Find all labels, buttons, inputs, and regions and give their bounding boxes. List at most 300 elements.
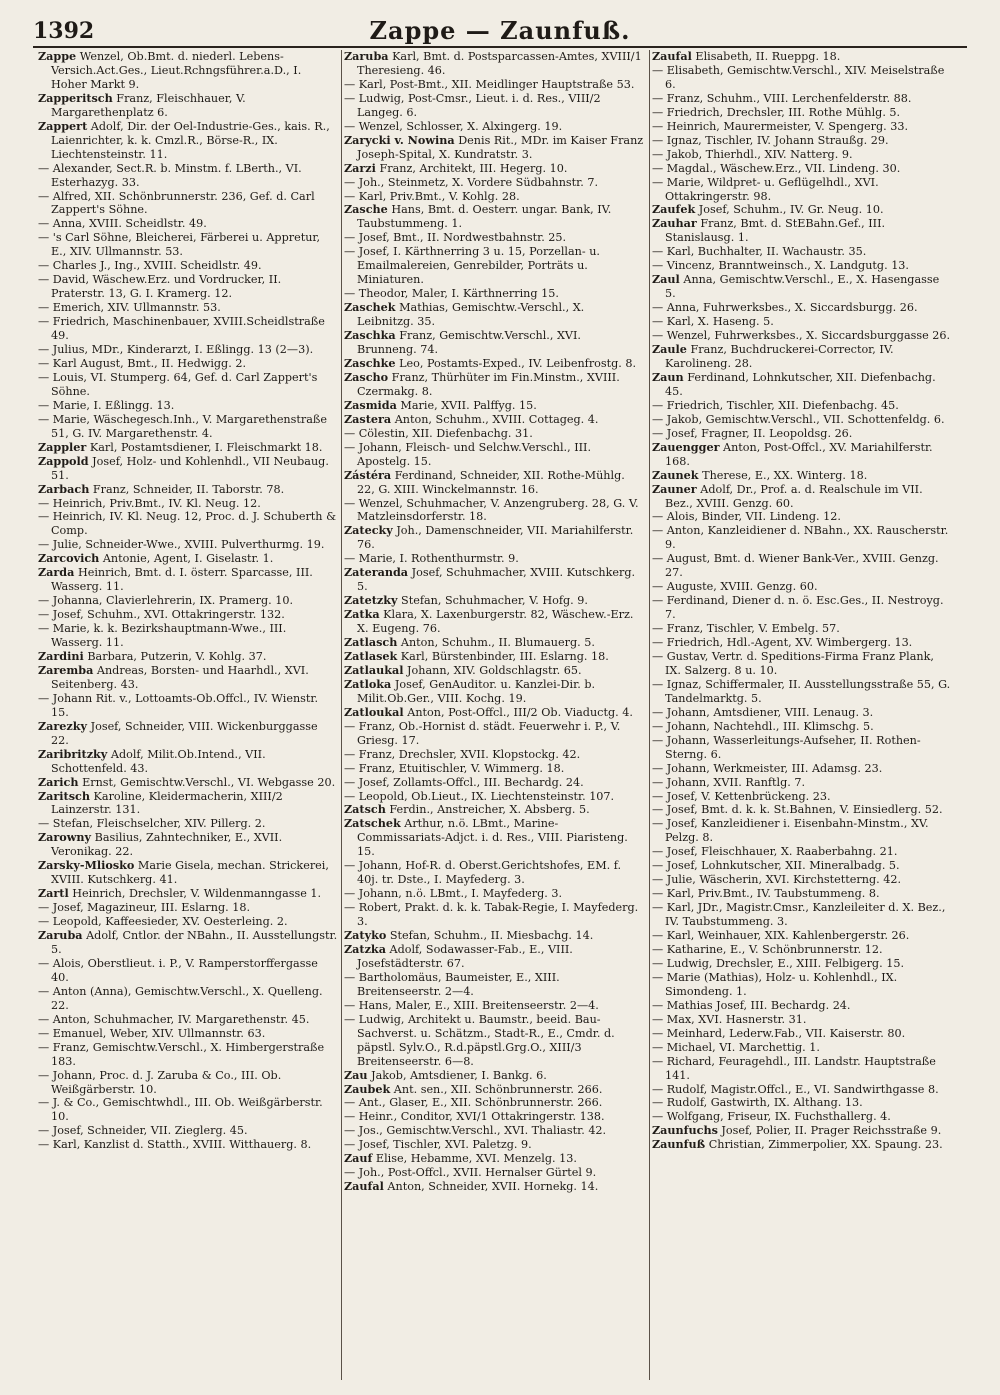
- entry-text: — Josef, Bmt., II. Nordwestbahnstr. 25.: [344, 231, 567, 245]
- entry-surname: Zatecky: [344, 523, 393, 538]
- directory-entry: [38, 622, 338, 650]
- entry-text: — Anton, Schuhmacher, IV. Margarethenstr. 45.: [38, 1012, 310, 1026]
- entry-surname: Zarbach: [38, 481, 90, 496]
- directory-entry: [38, 817, 338, 831]
- entry-text: Josef, Schneider, VIII. Wickenburggasse 22.: [51, 719, 318, 747]
- directory-entry: [38, 887, 338, 901]
- entry-text: — Max, XVI. Hasnerstr. 31.: [652, 1012, 807, 1026]
- directory-entry: [344, 162, 644, 176]
- directory-entry: [652, 929, 952, 943]
- entry-surname: Zaunfuß: [652, 1137, 706, 1152]
- page-header: [33, 14, 967, 48]
- directory-entry: [38, 831, 338, 859]
- entry-text: — Franz, Tischler, V. Embelg. 57.: [652, 622, 840, 636]
- directory-entry: [652, 510, 952, 524]
- entry-text: — Louis, VI. Stumperg. 64, Gef. d. Carl Zappert's Söhne.: [38, 370, 318, 398]
- entry-text: — Karl, Priv.Bmt., V. Kohlg. 28.: [344, 189, 520, 203]
- entry-text: — Julie, Schneider-Wwe., XVIII. Pulverthurmg. 19.: [38, 538, 325, 552]
- entry-text: — Stefan, Fleischselcher, XIV. Pillerg. 2.: [38, 817, 266, 831]
- directory-entry: [652, 552, 952, 580]
- entry-surname: Zaunfuchs: [652, 1123, 718, 1138]
- entry-surname: Zauhar: [652, 216, 697, 231]
- directory-entry: [652, 999, 952, 1013]
- directory-entry: [652, 399, 952, 413]
- entry-text: — Gustav, Vertr. d. Speditions-Firma Franz Plank, IX. Salzerg. 8 u. 10.: [652, 649, 934, 677]
- entry-text: — 's Carl Söhne, Bleicherei, Färberei u. Appretur, E., XIV. Ullmannstr. 53.: [38, 231, 321, 259]
- entry-text: — Vincenz, Branntweinsch., X. Landgutg. 13.: [652, 259, 909, 273]
- entry-surname: Zaubek: [344, 1081, 391, 1096]
- directory-entry: [38, 901, 338, 915]
- entry-text: — Josef, Schneider, VII. Zieglerg. 45.: [38, 1124, 248, 1138]
- entry-text: Jakob, Amtsdiener, I. Bankg. 6.: [367, 1068, 547, 1082]
- directory-entry: [652, 176, 952, 204]
- directory-entry: [652, 120, 952, 134]
- entry-text: Johann, XIV. Goldschlagstr. 65.: [403, 663, 582, 677]
- entry-text: — Alois, Oberstlieut. i. P., V. Ramperstorffergasse 40.: [38, 956, 318, 984]
- entry-surname: Zaremba: [38, 662, 94, 677]
- directory-entry: [652, 873, 952, 887]
- directory-entry: [38, 1013, 338, 1027]
- entry-text: — Jakob, Gemischtw.Verschl., VII. Schottenfeldg. 6.: [652, 412, 945, 426]
- entry-text: — Mathias Josef, III. Bechardg. 24.: [652, 998, 851, 1012]
- directory-entry: [344, 817, 644, 859]
- directory-entry: [38, 1027, 338, 1041]
- entry-surname: Zapperitsch: [38, 90, 113, 105]
- entry-surname: Zaschek: [344, 300, 396, 315]
- directory-entry: [38, 315, 338, 343]
- column-1: [38, 50, 338, 1388]
- directory-entry: [652, 483, 952, 511]
- directory-entry: [38, 552, 338, 566]
- directory-entry: [344, 706, 644, 720]
- directory-entry: [344, 650, 644, 664]
- directory-entry: [652, 720, 952, 734]
- directory-entry: [344, 762, 644, 776]
- running-head: Zappe — Zaunfuß.: [369, 16, 631, 45]
- directory-entry: [652, 217, 952, 245]
- directory-entry: [652, 371, 952, 399]
- entry-text: — Josef, Tischler, XVI. Paletzg. 9.: [344, 1138, 532, 1152]
- entry-text: — Emanuel, Weber, XIV. Ullmannstr. 63.: [38, 1026, 266, 1040]
- directory-entry: [38, 915, 338, 929]
- entry-surname: Zauf: [344, 1151, 373, 1166]
- entry-text: — Josef, Bmt. d. k. k. St.Bahnen, V. Einsiedlerg. 52.: [652, 803, 943, 817]
- page-number: 1392: [33, 18, 95, 44]
- entry-text: Anton, Schuhm., II. Blumauerg. 5.: [397, 636, 595, 650]
- directory-entry: [652, 203, 952, 217]
- entry-text: Barbara, Putzerin, V. Kohlg. 37.: [83, 649, 267, 663]
- directory-entry: [38, 510, 338, 538]
- directory-entry: [652, 315, 952, 329]
- directory-entry: [344, 441, 644, 469]
- directory-entry: [344, 1110, 644, 1124]
- entry-surname: Zaschka: [344, 328, 396, 343]
- entry-text: Ernst, Gemischtw.Verschl., VI. Webgasse 20.: [78, 775, 336, 789]
- entry-surname: Zarsky-Mliosko: [38, 858, 135, 873]
- entry-text: — Alexander, Sect.R. b. Minstm. f. LBerth., VI. Esterhazyg. 33.: [38, 161, 302, 189]
- entry-text: — Joh., Post-Offcl., XVII. Hernalser Gürtel 9.: [344, 1166, 597, 1180]
- entry-text: — Marie, k. k. Bezirkshauptmann-Wwe., III. Wasserg. 11.: [38, 622, 287, 650]
- entry-surname: Zatyko: [344, 928, 387, 943]
- entry-text: — Alfred, XII. Schönbrunnerstr. 236, Gef. d. Carl Zappert's Söhne.: [38, 189, 315, 217]
- entry-text: Josef, GenAuditor. u. Kanzlei-Dir. b. Milit.Ob.Ger., VIII. Kochg. 19.: [357, 677, 596, 705]
- directory-entry: [344, 664, 644, 678]
- entry-text: — Johann, Fleisch- und Selchw.Verschl., III. Apostelg. 15.: [344, 440, 592, 468]
- directory-entry: [344, 943, 644, 971]
- entry-text: Andreas, Borsten- und Haarhdl., XVI. Seitenberg. 43.: [51, 663, 309, 691]
- entry-text: Elisabeth, II. Rueppg. 18.: [691, 50, 841, 63]
- directory-entry: [652, 859, 952, 873]
- directory-entry: [344, 887, 644, 901]
- entry-text: — Ludwig, Post-Cmsr., Lieut. i. d. Res., VIII/2 Langeg. 6.: [344, 91, 601, 119]
- directory-entry: [38, 50, 338, 92]
- entry-surname: Zaul: [652, 272, 680, 287]
- entry-surname: Zappe: [38, 50, 77, 63]
- directory-entry: [344, 608, 644, 636]
- directory-entry: [652, 524, 952, 552]
- entry-text: — Josef, I. Kärthnerring 3 u. 15, Porzellan- u. Emailmalereien, Genrebilder, Porträts u. Miniaturen.: [344, 245, 600, 287]
- directory-entry: [652, 1096, 952, 1110]
- entry-text: — Johann, Amtsdiener, VIII. Lenaug. 3.: [652, 705, 874, 719]
- entry-text: — Katharine, E., V. Schönbrunnerstr. 12.: [652, 943, 883, 956]
- directory-entry: [652, 776, 952, 790]
- entry-text: — Ant., Glaser, E., XII. Schönbrunnerstr. 266.: [344, 1096, 603, 1110]
- directory-entry: [344, 469, 644, 497]
- entry-surname: Zaribritzky: [38, 746, 108, 761]
- entry-surname: Zaun: [652, 369, 684, 384]
- directory-entry: [344, 50, 644, 78]
- entry-text: Ferdinand, Schneider, XII. Rothe-Mühlg. 22, G. XIII. Winckelmannstr. 16.: [357, 468, 625, 496]
- directory-entry: [38, 343, 338, 357]
- entry-text: Josef, Schuhm., IV. Gr. Neug. 10.: [695, 203, 884, 217]
- entry-surname: Zatschek: [344, 816, 401, 831]
- directory-entry: [38, 1096, 338, 1124]
- entry-text: Adolf, Cntlor. der NBahn., II. Ausstellungstr. 5.: [51, 929, 338, 956]
- entry-text: — Jakob, Thierhdl., XIV. Natterg. 9.: [652, 147, 853, 161]
- entry-surname: Zaruba: [38, 928, 83, 943]
- entry-text: — Hans, Maler, E., XIII. Breitenseerstr. 2—4.: [344, 998, 599, 1012]
- entry-text: Adolf, Dr., Prof. a. d. Realschule im VII. Bez., XVIII. Genzg. 60.: [665, 482, 923, 510]
- entry-text: — Johann Rit. v., Lottoamts-Ob.Offcl., IV. Wienstr. 15.: [38, 691, 319, 719]
- entry-text: — Friedrich, Drechsler, III. Rothe Mühlg. 5.: [652, 105, 901, 119]
- entry-surname: Zartl: [38, 886, 69, 901]
- directory-entry: [652, 1083, 952, 1097]
- entry-text: Leo, Postamts-Exped., IV. Leibenfrostg. 8.: [395, 356, 637, 370]
- entry-text: — Karl, Buchhalter, II. Wachaustr. 35.: [652, 245, 867, 259]
- directory-entry: [344, 803, 644, 817]
- directory-entry: [652, 790, 952, 804]
- directory-entry: [344, 790, 644, 804]
- directory-entry: [652, 64, 952, 92]
- entry-surname: Zauner: [652, 481, 697, 496]
- entry-text: Hans, Bmt. d. Oesterr. ungar. Bank, IV. Taubstummeng. 1.: [357, 203, 612, 231]
- directory-entry: [344, 78, 644, 92]
- entry-text: Franz, Bmt. d. StEBahn.Gef., III. Stanislausg. 1.: [665, 217, 886, 245]
- directory-entry: [38, 608, 338, 622]
- entry-text: Ferdin., Anstreicher, X. Absberg. 5.: [385, 803, 590, 817]
- entry-text: Josef, Schuhmacher, XVIII. Kutschkerg. 5.: [357, 566, 636, 594]
- entry-text: — Rudolf, Gastwirth, IX. Althang. 13.: [652, 1096, 863, 1110]
- entry-text: — Marie, Wildpret- u. Geflügelhdl., XVI. Ottakringerstr. 98.: [652, 175, 879, 203]
- entry-text: Josef, Polier, II. Prager Reichsstraße 9.: [717, 1124, 942, 1138]
- directory-entry: [38, 692, 338, 720]
- entry-surname: Zaule: [652, 342, 687, 357]
- directory-entry: [652, 1013, 952, 1027]
- entry-surname: Zappert: [38, 118, 88, 133]
- entry-text: Basilius, Zahntechniker, E., XVII. Veronikag. 22.: [51, 831, 283, 859]
- entry-text: Therese, E., XX. Winterg. 18.: [698, 468, 868, 482]
- header-rule: [33, 46, 967, 48]
- entry-surname: Zaufal: [344, 1179, 384, 1194]
- entry-text: — Anton, Kanzleidiener d. NBahn., XX. Rauscherstr. 9.: [652, 524, 949, 552]
- entry-text: — Ignaz, Schiffermaler, II. Ausstellungsstraße 55, G. Tandelmarktg. 5.: [652, 677, 951, 705]
- entry-text: — Johann, Wasserleitungs-Aufseher, II. Rothen-Sterng. 6.: [652, 733, 921, 761]
- directory-entry: [344, 120, 644, 134]
- entry-text: — Karl, X. Haseng. 5.: [652, 315, 774, 329]
- directory-entry: [38, 859, 338, 887]
- entry-text: — August, Bmt. d. Wiener Bank-Ver., XVIII. Genzg. 27.: [652, 552, 939, 580]
- entry-text: — Josef, Lohnkutscher, XII. Mineralbadg. 5.: [652, 859, 900, 873]
- entry-text: Franz, Thürhüter im Fin.Minstm., XVIII. Czermakg. 8.: [357, 370, 620, 398]
- entry-text: Mathias, Gemischtw.-Verschl., X. Leibnitzg. 35.: [357, 301, 585, 329]
- directory-entry: [344, 1013, 644, 1069]
- directory-entry: [652, 441, 952, 469]
- entry-text: — Bartholomäus, Baumeister, E., XIII. Breitenseerstr. 2—4.: [344, 970, 560, 998]
- directory-entry: [652, 734, 952, 762]
- entry-surname: Zasche: [344, 202, 388, 217]
- column-divider-1: [341, 50, 342, 1380]
- entry-surname: Zarcovich: [38, 551, 100, 566]
- entry-surname: Zatzka: [344, 942, 386, 956]
- entry-text: — Marie, I. Rothenthurmstr. 9.: [344, 552, 519, 566]
- entry-text: — Josef, V. Kettenbrückeng. 23.: [652, 789, 831, 803]
- directory-entry: [652, 817, 952, 845]
- entry-text: — Wenzel, Schuhmacher, V. Anzengruberg. 28, G. V. Matzleinsdorferstr. 18.: [344, 496, 639, 524]
- directory-entry: [344, 524, 644, 552]
- entry-text: — Auguste, XVIII. Genzg. 60.: [652, 580, 818, 594]
- entry-surname: Zatlaukal: [344, 662, 404, 677]
- directory-entry: [344, 748, 644, 762]
- entry-text: — Anna, Fuhrwerksbes., X. Siccardsburgg. 26.: [652, 301, 918, 315]
- entry-surname: Zateranda: [344, 565, 409, 580]
- directory-entry: [344, 497, 644, 525]
- entry-text: — Theodor, Maler, I. Kärthnerring 15.: [344, 287, 559, 301]
- entry-text: — Karl, Priv.Bmt., IV. Taubstummeng. 8.: [652, 887, 880, 901]
- entry-text: Wenzel, Ob.Bmt. d. niederl. Lebens-Versich.Act.Ges., Lieut.Rchngsführer.a.D., I. Hoher Markt 9.: [51, 50, 302, 91]
- directory-entry: [38, 120, 338, 162]
- directory-entry: [652, 1124, 952, 1138]
- entry-surname: Zatetzky: [344, 593, 398, 608]
- entry-text: Arthur, n.ö. LBmt., Marine-Commissariats-Adjct. i. d. Res., VIII. Piaristeng. 15.: [357, 817, 628, 859]
- directory-entry: [652, 1110, 952, 1124]
- entry-text: — Karl, Post-Bmt., XII. Meidlinger Hauptstraße 53.: [344, 77, 635, 91]
- column-divider-2: [649, 50, 650, 1380]
- entry-text: — Cölestin, XII. Diefenbachg. 31.: [344, 426, 533, 440]
- entry-text: — Marie, I. Eßlingg. 13.: [38, 398, 175, 412]
- entry-text: — Johann, n.ö. LBmt., I. Mayfederg. 3.: [344, 887, 563, 901]
- entry-text: Stefan, Schuhmacher, V. Hofg. 9.: [397, 594, 588, 608]
- directory-entry: [652, 134, 952, 148]
- directory-entry: [652, 343, 952, 371]
- entry-text: Franz, Gemischtw.Verschl., XVI. Brunneng. 74.: [357, 329, 581, 357]
- directory-entry: [344, 999, 644, 1013]
- entry-text: Marie, XVII. Palffyg. 15.: [396, 398, 537, 412]
- directory-entry: [38, 162, 338, 190]
- directory-entry: [38, 273, 338, 301]
- entry-text: Anton, Post-Offcl., III/2 Ob. Viaductg. 4.: [403, 705, 633, 719]
- entry-text: — Karl, Kanzlist d. Statth., XVIII. Witthauerg. 8.: [38, 1138, 312, 1152]
- entry-text: — Josef, Fleischhauer, X. Raaberbahng. 21.: [652, 845, 898, 859]
- entry-text: — Wenzel, Fuhrwerksbes., X. Siccardsburggasse 26.: [652, 329, 951, 343]
- directory-entry: [38, 929, 338, 957]
- directory-entry: [344, 594, 644, 608]
- directory-entry: [38, 301, 338, 315]
- directory-entry: [344, 720, 644, 748]
- entry-text: — Heinr., Conditor, XVI/1 Ottakringerstr. 138.: [344, 1110, 605, 1124]
- entry-text: Adolf, Sodawasser-Fab., E., VIII. Josefstädterstr. 67.: [357, 943, 573, 970]
- entry-text: — Elisabeth, Gemischtw.Verschl., XIV. Meiselstraße 6.: [652, 63, 945, 91]
- entry-surname: Zarycki v. Nowina: [344, 132, 455, 147]
- directory-entry: [652, 92, 952, 106]
- entry-text: — Franz, Drechsler, XVII. Klopstockg. 42.: [344, 747, 581, 761]
- entry-text: — Josef, Schuhm., XVI. Ottakringerstr. 132.: [38, 608, 285, 622]
- directory-entry: [344, 1096, 644, 1110]
- column-3: [652, 50, 952, 1388]
- directory-entry: [38, 985, 338, 1013]
- directory-entry: [38, 483, 338, 497]
- entry-text: — Anton (Anna), Gemischtw.Verschl., X. Quelleng. 22.: [38, 984, 323, 1012]
- entry-text: — Johann, Nachtehdl., III. Klimschg. 5.: [652, 719, 874, 733]
- directory-entry: [38, 217, 338, 231]
- entry-text: — David, Wäschew.Erz. und Vordrucker, II. Praterstr. 13, G. I. Kramerg. 12.: [38, 273, 282, 301]
- entry-text: Adolf, Dir. der Oel-Industrie-Ges., kais. R., Laienrichter, k. k. Cmzl.R., Börse-R., IX. Liechtensteinstr. 11.: [51, 119, 330, 161]
- entry-text: — Heinrich, Maurermeister, V. Spengerg. 33.: [652, 119, 909, 133]
- directory-entry: [38, 594, 338, 608]
- entry-text: — Marie (Mathias), Holz- u. Kohlenhdl., IX. Simondeng. 1.: [652, 970, 898, 998]
- directory-entry: [38, 371, 338, 399]
- entry-text: — Heinrich, Priv.Bmt., IV. Kl. Neug. 12.: [38, 496, 261, 510]
- directory-entry: [344, 427, 644, 441]
- directory-entry: [38, 190, 338, 218]
- directory-entry: [38, 231, 338, 259]
- entry-text: Anton, Schuhm., XVIII. Cottageg. 4.: [391, 412, 599, 426]
- entry-text: — Franz, Ob.-Hornist d. städt. Feuerwehr i. P., V. Griesg. 17.: [344, 719, 621, 747]
- entry-text: Joh., Damenschneider, VII. Mariahilferstr. 76.: [357, 524, 634, 552]
- directory-entry: [38, 441, 338, 455]
- entry-text: — Leopold, Ob.Lieut., IX. Liechtensteinstr. 107.: [344, 789, 615, 803]
- directory-entry: [344, 1180, 644, 1194]
- directory-entry: [652, 427, 952, 441]
- directory-entry: [652, 329, 952, 343]
- entry-text: — Franz, Etuitischler, V. Wimmerg. 18.: [344, 761, 565, 775]
- entry-text: — Michael, VI. Marchettig. 1.: [652, 1040, 820, 1054]
- entry-surname: Zarzi: [344, 160, 376, 175]
- entry-text: — Friedrich, Tischler, XII. Diefenbachg. 45.: [652, 398, 899, 412]
- directory-entry: [652, 887, 952, 901]
- directory-entry: [344, 1152, 644, 1166]
- directory-entry: [344, 134, 644, 162]
- directory-entry: [344, 1083, 644, 1097]
- directory-entry: [652, 1138, 952, 1152]
- entry-text: — Karl, JDr., Magistr.Cmsr., Kanzleileiter d. X. Bez., IV. Taubstummeng. 3.: [652, 901, 946, 929]
- directory-entry: [344, 287, 644, 301]
- entry-surname: Zástéra: [344, 467, 392, 482]
- directory-entry: [38, 790, 338, 818]
- directory-entry: [652, 106, 952, 120]
- entry-text: — Emerich, XIV. Ullmannstr. 53.: [38, 301, 221, 315]
- directory-entry: [652, 148, 952, 162]
- entry-text: Ferdinand, Lohnkutscher, XII. Diefenbachg. 45.: [665, 370, 936, 398]
- entry-text: — Marie, Wäschegesch.Inh., V. Margarethenstraße 51, G. IV. Margarethenstr. 4.: [38, 412, 327, 440]
- entry-text: — Johanna, Clavierlehrerin, IX. Pramerg. 10.: [38, 594, 294, 608]
- directory-entry: [38, 957, 338, 985]
- directory-entry: [38, 357, 338, 371]
- directory-entry: [344, 245, 644, 287]
- directory-entry: [344, 678, 644, 706]
- entry-text: — Rudolf, Magistr.Offcl., E., VI. Sandwirthgasse 8.: [652, 1082, 939, 1096]
- directory-entry: [652, 706, 952, 720]
- entry-text: — Ludwig, Drechsler, E., XIII. Felbigerg. 15.: [652, 956, 905, 970]
- entry-text: — Jos., Gemischtw.Verschl., XVI. Thaliastr. 42.: [344, 1124, 607, 1138]
- directory-entry: [652, 245, 952, 259]
- entry-text: Marie Gisela, mechan. Strickerei, XVIII. Kutschkerg. 41.: [51, 859, 329, 887]
- directory-entry: [344, 1069, 644, 1083]
- entry-text: Franz, Architekt, III. Hegerg. 10.: [375, 161, 568, 175]
- entry-surname: Zaunek: [652, 467, 699, 482]
- directory-entry: [652, 413, 952, 427]
- entry-text: Denis Rit., MDr. im Kaiser Franz Joseph-Spital, X. Kundratstr. 3.: [357, 133, 644, 161]
- entry-surname: Zatlasch: [344, 635, 398, 650]
- entry-surname: Zatka: [344, 607, 380, 622]
- entry-text: — Julius, MDr., Kinderarzt, I. Eßlingg. 13 (2—3).: [38, 343, 314, 357]
- entry-text: — Johann, Werkmeister, III. Adamsg. 23.: [652, 761, 883, 775]
- entry-text: — Robert, Prakt. d. k. k. Tabak-Regie, I. Mayfederg. 3.: [344, 901, 639, 929]
- directory-entry: [38, 538, 338, 552]
- directory-entry: [652, 901, 952, 929]
- directory-entry: [344, 859, 644, 887]
- entry-text: — Anna, XVIII. Scheidlstr. 49.: [38, 217, 207, 231]
- directory-entry: [38, 399, 338, 413]
- entry-text: — Joh., Steinmetz, X. Vordere Südbahnstr. 7.: [344, 175, 599, 189]
- entry-text: — Alois, Binder, VII. Lindeng. 12.: [652, 510, 841, 524]
- entry-text: — J. & Co., Gemischtwhdl., III. Ob. Weißgärberstr. 10.: [38, 1096, 323, 1124]
- entry-text: — Wolfgang, Friseur, IX. Fuchsthallerg. 4.: [652, 1110, 891, 1124]
- entry-surname: Zarezky: [38, 718, 88, 733]
- entry-text: Franz, Fleischhauer, V. Margarethenplatz 6.: [51, 91, 246, 119]
- entry-surname: Zaritsch: [38, 788, 90, 803]
- directory-entry: [38, 497, 338, 511]
- directory-entry: [344, 203, 644, 231]
- entry-text: Josef, Holz- und Kohlenhdl., VII Neubaug. 51.: [51, 454, 329, 482]
- entry-text: Klara, X. Laxenburgerstr. 82, Wäschew.-Erz. X. Eugeng. 76.: [357, 608, 634, 636]
- directory-entry: [38, 776, 338, 790]
- entry-surname: Zardini: [38, 648, 84, 663]
- entry-text: Elise, Hebamme, XVI. Menzelg. 13.: [372, 1152, 577, 1166]
- directory-entry: [38, 413, 338, 441]
- directory-entry: [344, 901, 644, 929]
- entry-text: — Ferdinand, Diener d. n. ö. Esc.Ges., II. Nestroyg. 7.: [652, 594, 944, 622]
- directory-entry: [38, 1124, 338, 1138]
- directory-entry: [38, 455, 338, 483]
- entry-text: — Karl August, Bmt., II. Hedwigg. 2.: [38, 356, 247, 370]
- entry-text: — Heinrich, IV. Kl. Neug. 12, Proc. d. J. Schuberth & Comp.: [38, 510, 337, 538]
- directory-entry: [652, 301, 952, 315]
- entry-text: — Josef, Kanzleidiener i. Eisenbahn-Minstm., XV. Pelzg. 8.: [652, 817, 929, 845]
- directory-entry: [344, 329, 644, 357]
- directory-entry: [652, 1055, 952, 1083]
- directory-entry: [344, 399, 644, 413]
- entry-text: — Franz, Schuhm., VIII. Lerchenfelderstr. 88.: [652, 91, 912, 105]
